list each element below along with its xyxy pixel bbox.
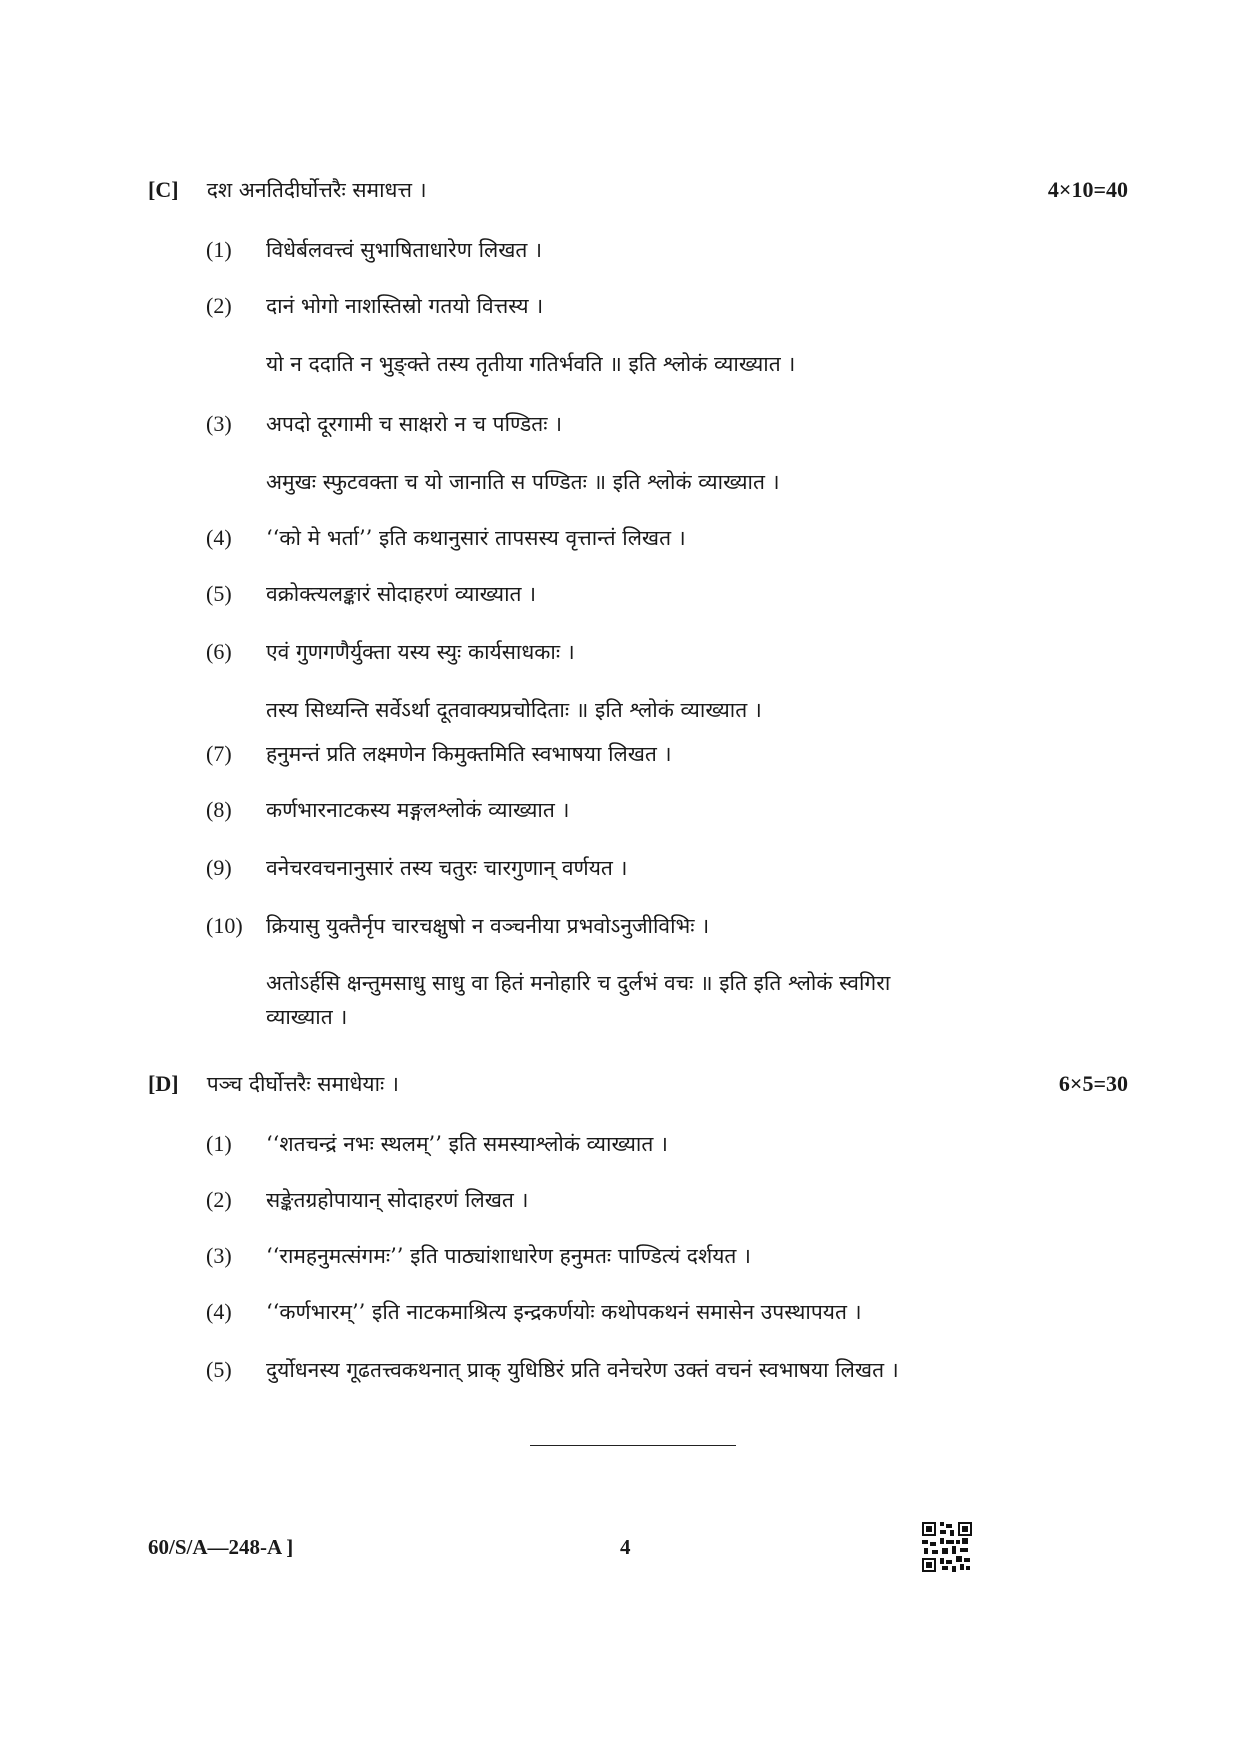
question-c-7 xyxy=(206,736,1086,794)
question-text: व्याख्यात । xyxy=(266,1005,348,1029)
question-number: (10) xyxy=(206,913,243,938)
question-number: (6) xyxy=(206,639,232,664)
question-number: (7) xyxy=(206,741,232,766)
question-number: (4) xyxy=(206,1299,232,1324)
question-c-4 xyxy=(206,520,1086,578)
question-text: अमुखः स्फुटवक्ता च यो जानाति स पण्डितः ॥ इति श्लोकं व्याख्यात । xyxy=(266,470,780,494)
paper-code: 60/S/A—248-A ] xyxy=(148,1535,294,1559)
question-d-2 xyxy=(206,1182,1086,1240)
question-text: अपदो दूरगामी च साक्षरो न च पण्डितः । xyxy=(266,412,563,436)
question-c-6 xyxy=(206,634,1086,750)
question-text: वक्रोक्त्यलङ्कारं सोदाहरणं व्याख्यात । xyxy=(266,582,537,606)
question-text: दानं भोगो नाशस्तिस्रो गतयो वित्तस्य । xyxy=(266,294,544,318)
question-c-1 xyxy=(206,232,1086,290)
section-d-label: [D] xyxy=(148,1071,179,1096)
section-c-header xyxy=(148,172,1128,208)
question-number: (4) xyxy=(206,525,232,550)
question-text: एवं गुणगणैर्युक्ता यस्य स्युः कार्यसाधकाः । xyxy=(266,640,575,664)
question-text: ‘‘रामहनुमत्संगमः’’ इति पाठ्यांशाधारेण हनुमतः पाण्डित्यं दर्शयत । xyxy=(266,1244,752,1268)
question-c-10 xyxy=(206,908,1086,1034)
question-text: सङ्केतग्रहोपायान् सोदाहरणं लिखत । xyxy=(266,1188,529,1212)
question-c-5 xyxy=(206,576,1086,634)
question-d-4 xyxy=(206,1294,1086,1352)
section-c-label: [C] xyxy=(148,177,179,202)
question-text: विधेर्बलवत्त्वं सुभाषिताधारेण लिखत । xyxy=(266,238,543,262)
question-text: अतोऽर्हसि क्षन्तुमसाधु साधु वा हितं मनोहारि च दुर्लभं वचः ॥ इति इति श्लोकं स्वगिरा xyxy=(266,971,891,995)
section-c-title: दश अनतिदीर्घोत्तरैः समाधत्त । xyxy=(206,178,427,202)
question-text: हनुमन्तं प्रति लक्ष्मणेन किमुक्तमिति स्वभाषया लिखत । xyxy=(266,742,672,766)
section-d-marks: 6×5=30 xyxy=(1058,1071,1128,1096)
question-text: दुर्योधनस्य गूढतत्त्वकथनात् प्राक् युधिष्ठिरं प्रति वनेचरेण उक्तं वचनं स्वभाषया लिखत । xyxy=(266,1358,899,1382)
question-number: (5) xyxy=(206,581,232,606)
qr-code-icon xyxy=(922,1522,972,1572)
question-text: तस्य सिध्यन्ति सर्वेऽर्था दूतवाक्यप्रचोदिताः ॥ इति श्लोकं व्याख्यात । xyxy=(266,698,762,722)
question-c-9 xyxy=(206,850,1086,908)
question-d-5 xyxy=(206,1352,1086,1410)
question-c-2 xyxy=(206,288,1086,404)
question-number: (3) xyxy=(206,1243,232,1268)
question-text: ‘‘को मे भर्ता’’ इति कथानुसारं तापसस्य वृत्तान्तं लिखत । xyxy=(266,526,686,550)
question-c-3 xyxy=(206,406,1086,522)
question-c-8 xyxy=(206,792,1086,850)
question-number: (2) xyxy=(206,293,232,318)
question-d-3 xyxy=(206,1238,1086,1296)
question-number: (2) xyxy=(206,1187,232,1212)
question-text: क्रियासु युक्तैर्नृप चारचक्षुषो न वञ्चनीया प्रभवोऽनुजीविभिः । xyxy=(266,914,710,938)
section-c-marks: 4×10=40 xyxy=(1047,177,1128,202)
question-number: (9) xyxy=(206,855,232,880)
question-text: कर्णभारनाटकस्य मङ्गलश्लोकं व्याख्यात । xyxy=(266,798,570,822)
question-number: (5) xyxy=(206,1357,232,1382)
question-number: (3) xyxy=(206,411,232,436)
question-text: ‘‘कर्णभारम्’’ इति नाटकमाश्रित्य इन्द्रकर्णयोः कथोपकथनं समासेन उपस्थापयत । xyxy=(266,1300,862,1324)
question-number: (8) xyxy=(206,797,232,822)
page-number: 4 xyxy=(620,1535,631,1559)
section-d-header xyxy=(148,1066,1128,1102)
question-text: ‘‘शतचन्द्रं नभः स्थलम्’’ इति समस्याश्लोकं व्याख्यात । xyxy=(266,1132,668,1156)
question-text: यो न ददाति न भुङ्क्ते तस्य तृतीया गतिर्भवति ॥ इति श्लोकं व्याख्यात । xyxy=(266,352,796,376)
question-number: (1) xyxy=(206,237,232,262)
question-text: वनेचरवचनानुसारं तस्य चतुरः चारगुणान् वर्णयत । xyxy=(266,856,628,880)
end-rule xyxy=(530,1445,736,1446)
section-d-title: पञ्च दीर्घोत्तरैः समाधेयाः । xyxy=(206,1072,399,1096)
question-number: (1) xyxy=(206,1131,232,1156)
question-d-1 xyxy=(206,1126,1086,1184)
